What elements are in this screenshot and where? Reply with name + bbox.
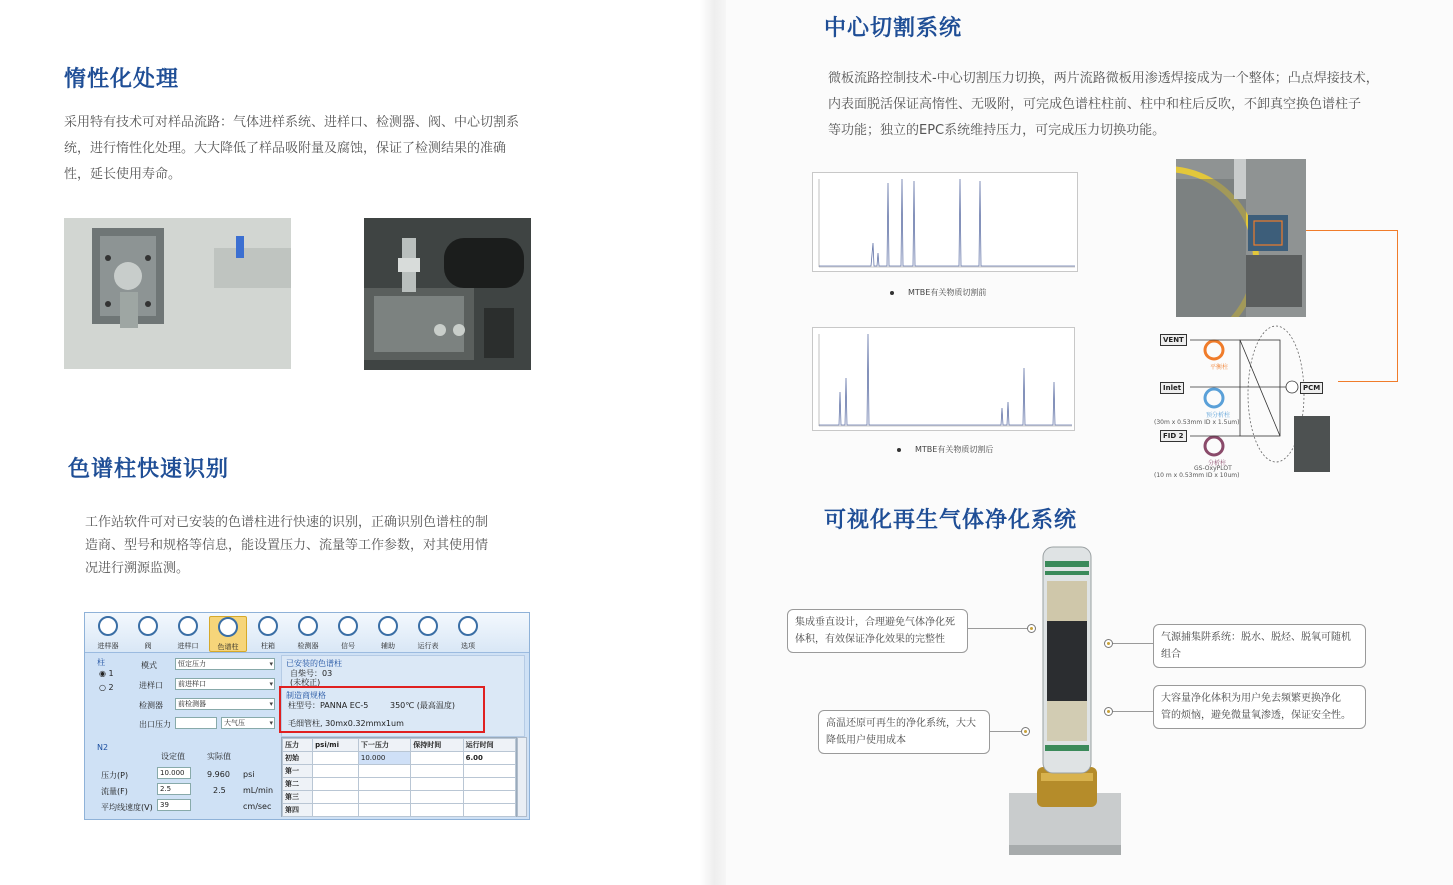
callout-leader [990,731,1022,732]
text-line: 造商、型号和规格等信息，能设置压力、流量等工作参数，对其使用情 [85,538,489,553]
pressure-program-table [281,737,517,817]
row-label: 第一 [283,765,313,778]
outlet-pressure-select[interactable]: 大气压 ▾ [221,717,275,729]
cell[interactable] [411,778,463,791]
callout-leader [968,628,1028,629]
maker-capillary: 毛细管柱, 30mx0.32mmx1um [288,719,404,728]
valve-block-photo [64,218,291,369]
cell[interactable] [411,752,463,765]
table-row[interactable] [283,778,516,791]
vent-tag: VENT [1160,334,1187,346]
outlet-pressure-label: 出口压力 [139,720,171,729]
text-line: 况进行溯源监测。 [85,561,190,576]
tab-label: 色谱柱 [217,643,239,651]
cell[interactable] [313,791,359,804]
cell[interactable] [463,778,515,791]
callout-regenerable [818,710,990,754]
coil-name: GS-OxyPLOT [1194,465,1232,472]
cell[interactable]: 6.00 [463,752,515,765]
callout-line: 气源捕集阱系统：脱水、脱烃、脱氧可随机 [1161,632,1351,643]
coil-spec: (30m x 0.53mm ID x 1.5um) [1154,419,1240,426]
callout-line: 体积，有效保证净化效果的完整性 [795,634,945,645]
row-label: 第四 [283,804,313,817]
text-line: 统，进行惰性化处理。大大降低了样品吸附量及腐蚀，保证了检测结果的准确 [64,141,507,156]
mode-label: 模式 [141,661,157,670]
callout-line: 大容量净化体积为用户免去频繁更换净化 [1161,693,1341,704]
heading-center-cut: 中心切割系统 [824,16,963,41]
tab-label: 进样器 [97,642,119,650]
tab-signal[interactable] [329,616,367,652]
set-value-header: 设定值 [161,752,185,761]
tab-detector[interactable] [289,616,327,652]
cell[interactable] [463,791,515,804]
tab-label: 辅助 [381,642,395,650]
heading-inert-treatment: 惰性化处理 [64,67,180,92]
center-cut-text [828,66,1379,144]
fid-tag: FID 2 [1160,430,1187,442]
caption-after [897,444,993,455]
tab-inlet[interactable] [169,616,207,652]
column-recognition-text [85,511,488,580]
connector-line [1306,230,1398,231]
cell[interactable] [358,765,410,778]
tab-label: 柱箱 [261,642,275,650]
callout-marker-icon [1104,639,1113,648]
tab-injector[interactable] [89,616,127,652]
col-header: 运行时间 [463,739,515,752]
installed-column-title: 已安装的色谱柱 [286,659,342,668]
table-row[interactable] [283,752,516,765]
oven-interior-photo [1176,159,1306,317]
col-header: 下一压力 [358,739,410,752]
text-line: 内表面脱活保证高惰性、无吸附，可完成色谱柱柱前、柱中和柱后反吹，不卸真空换色谱柱子 [828,97,1362,112]
pressure-input[interactable]: 10.000 [157,767,191,779]
caption-text: MTBE有关物质切割后 [915,445,994,454]
text-line: 性，延长使用寿命。 [64,167,182,182]
coil-spec: (10 m x 0.53mm ID x 10um) [1154,472,1240,479]
coil-note: 预分析柱 [1206,412,1231,419]
maker-spec-title: 制造商规格 [286,691,326,700]
connector-line [1397,230,1398,382]
flow-label: 流量(F) [101,787,128,796]
cell[interactable] [313,752,359,765]
cell[interactable] [463,765,515,778]
cell[interactable]: 10.000 [358,752,410,765]
row-label: 第三 [283,791,313,804]
callout-vertical-design [787,609,968,653]
option-label: 2 [108,683,114,692]
column-option-2[interactable]: ○ 2 [99,683,114,692]
cell[interactable] [411,791,463,804]
tab-run-table[interactable] [409,616,447,652]
table-row[interactable] [283,791,516,804]
tab-aux[interactable] [369,616,407,652]
software-toolbar [85,613,529,653]
cell[interactable] [411,765,463,778]
heading-gas-purifier: 可视化再生气体净化系统 [824,508,1078,533]
tab-options[interactable] [449,616,487,652]
installed-line: (未校正) [290,678,321,687]
velocity-unit: cm/sec [243,802,272,811]
injector-icon [98,616,118,636]
page-gutter [700,0,726,885]
cell[interactable] [358,778,410,791]
tab-oven[interactable] [249,616,287,652]
gas-purifier-image [1005,545,1125,860]
mode-select[interactable]: 恒定压力 ▾ [175,658,275,670]
heading-column-recognition: 色谱柱快速识别 [68,457,230,482]
signal-icon [338,616,358,636]
inlet-select[interactable]: 前进样口 ▾ [175,678,275,690]
column-icon [218,617,238,637]
flow-schematic [1154,324,1334,484]
maker-model: 柱型号：PANNA EC-5 [288,701,369,710]
pressure-label: 压力(P) [101,771,129,780]
gauge-icon [378,616,398,636]
pcm-tag: PCM [1300,382,1323,394]
column-label: 柱 [97,658,105,667]
tab-label: 检测器 [297,642,319,650]
tab-label: 选项 [461,642,475,650]
table-row[interactable] [283,765,516,778]
text-line: 微板流路控制技术-中心切割压力切换，两片流路微板用渗透焊接成为一个整体；凸点焊接技术， [828,71,1379,86]
highlight-box [279,686,485,733]
velocity-input[interactable]: 39 [157,799,191,811]
inlet-tag: Inlet [1160,382,1184,394]
option-label: 1 [108,669,114,678]
oven-icon [258,616,278,636]
inert-treatment-text [64,110,519,188]
maker-temp: 350℃ (最高温度) [390,701,456,710]
table-row[interactable] [283,804,516,817]
text-line: 工作站软件可对已安装的色谱柱进行快速的识别，正确识别色谱柱的制 [85,515,489,530]
text-line: 采用特有技术可对样品流路：气体进样系统、进样口、检测器、阀、中心切割系 [64,115,520,130]
inlet-icon [178,616,198,636]
callout-marker-icon [1027,624,1036,633]
detector-icon [298,616,318,636]
bullet-icon [897,448,901,452]
tab-label: 进样口 [177,642,199,650]
row-label: 初始 [283,752,313,765]
pressure-actual: 9.960 [207,770,230,779]
callout-marker-icon [1021,727,1030,736]
cell[interactable] [411,804,463,817]
cell[interactable] [463,804,515,817]
row-label: 第二 [283,778,313,791]
outlet-pressure-field[interactable] [175,717,217,729]
tab-label: 运行表 [417,642,439,650]
column-option-1[interactable]: ◉ 1 [99,669,114,678]
tab-valve[interactable] [129,616,167,652]
col-header: 保持时间 [411,739,463,752]
bullet-icon [890,291,894,295]
detector-label: 检测器 [139,701,163,710]
callout-line: 高温还原可再生的净化系统，大大 [826,718,976,729]
callout-large-capacity [1153,685,1366,729]
flow-unit: mL/min [243,786,274,795]
chromatogram-before [812,172,1078,272]
actual-value-header: 实际值 [207,752,231,761]
detector-select[interactable]: 前检测器 ▾ [175,698,275,710]
installed-line: 自柴号：03 [290,669,333,678]
connector-line [1338,381,1398,382]
callout-marker-icon [1104,707,1113,716]
inlet-label: 进样口 [139,681,163,690]
carrier-gas-label: N2 [97,743,109,752]
callout-line: 组合 [1161,649,1181,660]
cell[interactable] [313,804,359,817]
column-software-screenshot [84,612,530,820]
coil-note: 平衡柱 [1210,364,1229,371]
pressure-unit: psi [243,770,255,779]
caption-text: MTBE有关物质切割前 [908,288,987,297]
cell[interactable] [313,778,359,791]
tab-label: 阀 [144,642,152,650]
flow-actual: 2.5 [213,786,226,795]
cell[interactable] [313,765,359,778]
col-header: psi/mi [313,739,359,752]
tab-label: 信号 [341,642,355,650]
table-header-row [283,739,516,752]
cell[interactable] [358,804,410,817]
caption-before [890,287,986,298]
flow-input[interactable]: 2.5 [157,783,191,795]
callout-leader [1112,643,1153,644]
options-icon [458,616,478,636]
valve-icon [138,616,158,636]
chromatogram-after [812,327,1075,431]
callout-leader [1112,711,1153,712]
clock-icon [418,616,438,636]
callout-line: 降低用户使用成本 [826,735,906,746]
tab-column[interactable] [209,616,247,652]
table-scrollbar[interactable] [517,737,527,817]
col-header: 压力 [283,739,313,752]
velocity-label: 平均线速度(V) [101,803,153,812]
text-line: 等功能；独立的EPC系统维持压力，可完成压力切换功能。 [828,123,1166,138]
callout-line: 管的烦恼，避免微量氧渗透，保证安全性。 [1161,710,1351,721]
callout-line: 集成垂直设计，合理避免气体净化死 [795,617,955,628]
detector-fitting-photo [364,218,531,370]
coil-note: 分析柱 [1208,460,1227,467]
cell[interactable] [358,791,410,804]
callout-trap-system [1153,624,1366,668]
